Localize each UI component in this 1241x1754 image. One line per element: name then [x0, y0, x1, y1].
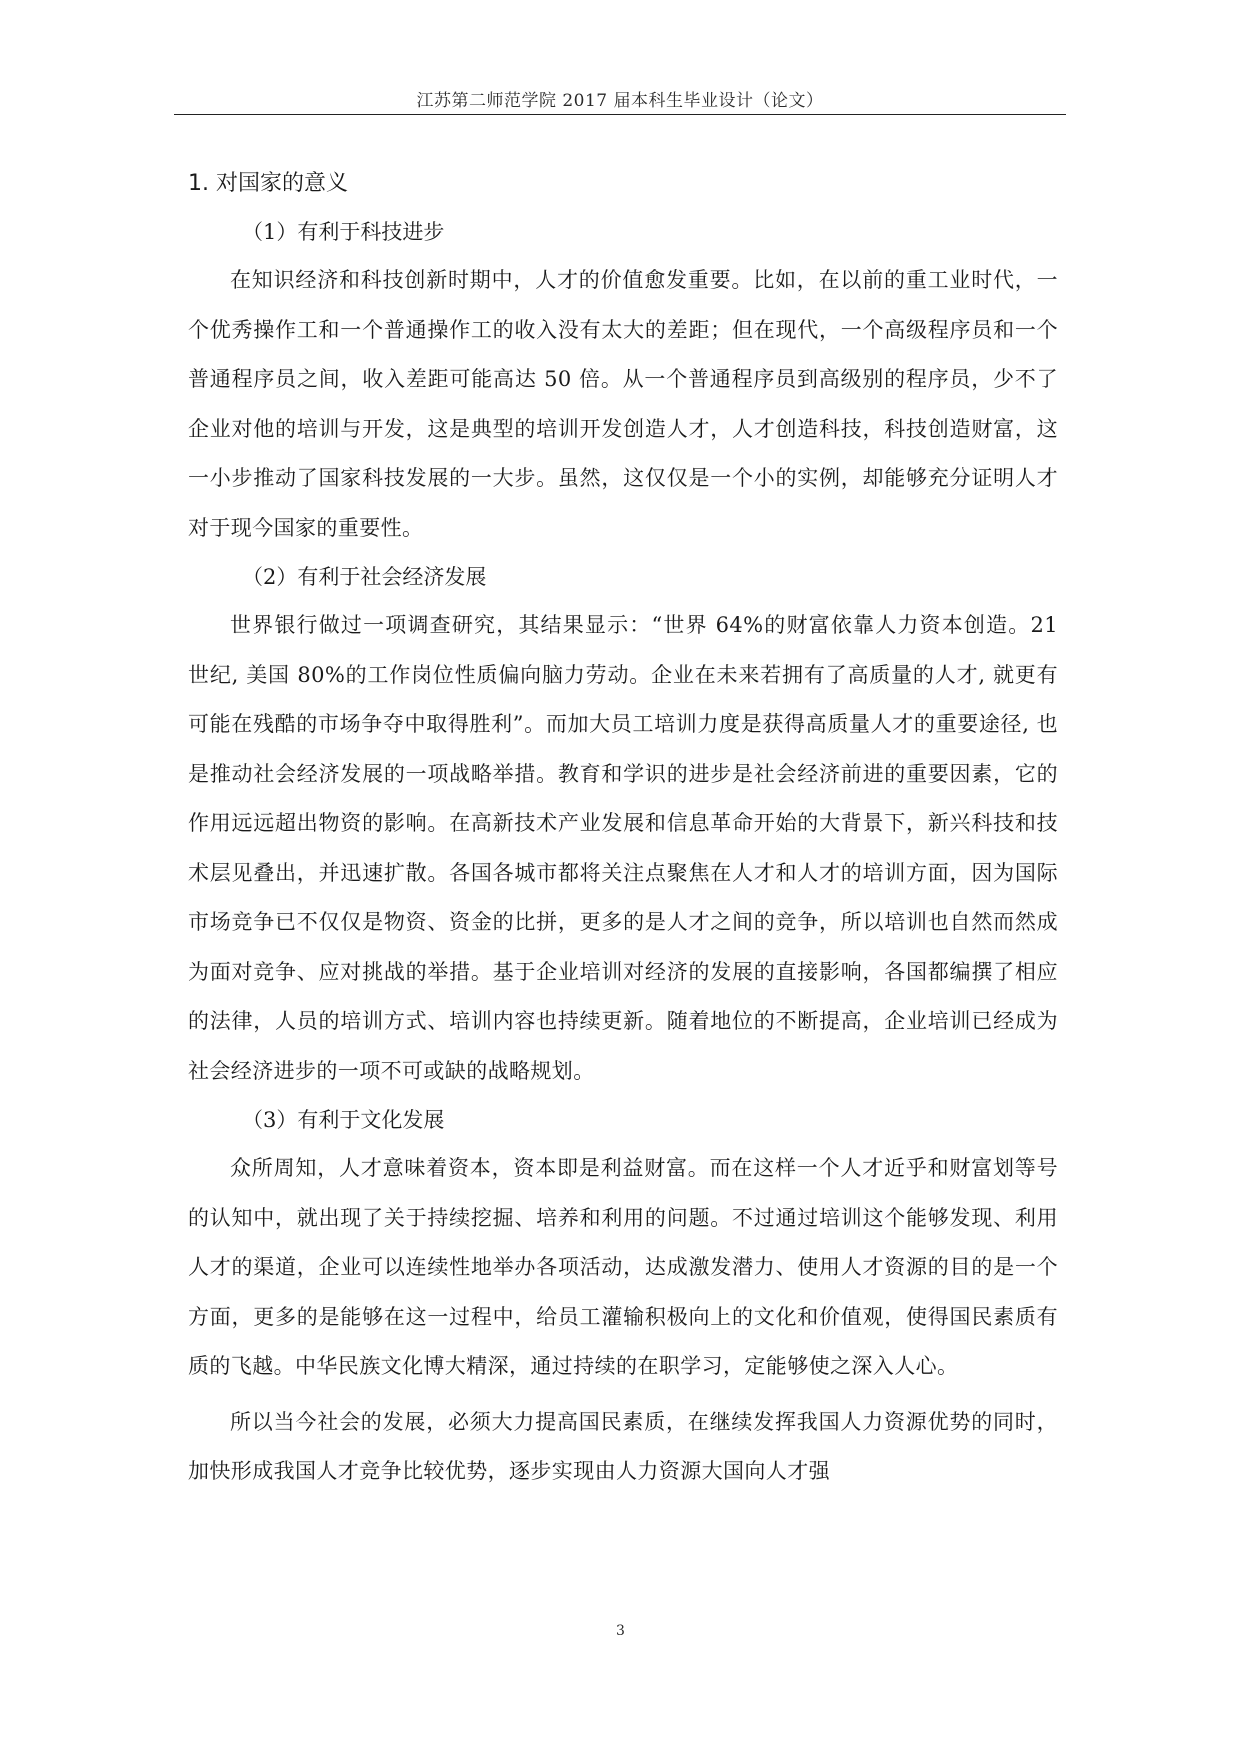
subsection-heading-2: （2）有利于社会经济发展	[242, 565, 487, 589]
page-number: 3	[616, 1623, 625, 1639]
section-heading: 1. 对国家的意义	[188, 171, 348, 196]
paragraph-closing: 所以当今社会的发展，必须大力提高国民素质，在继续发挥我国人力资源优势的同时，加快形成我国人才竞争比较优势，逐步实现由人力资源大国向人才强	[188, 1409, 1058, 1483]
header-divider	[174, 114, 1066, 115]
paragraph-cultural-development: 众所周知，人才意味着资本，资本即是利益财富。而在这样一个人才近乎和财富划等号的认知中，就出现了关于持续挖掘、培养和利用的问题。不过通过培训这个能够发现、利用人才的渠道，企业可以连续性地举办各项活动，达成激发潜力、使用人才资源的目的是一个方面，更多的是能够在这一过程中，给员工灌输积极向上的文化和价值观，使得国民素质有质的飞越。中华民族文化博大精深，通过持续的在职学习，定能够使之深入人心。	[188, 1156, 1058, 1378]
document-body	[188, 160, 1058, 1497]
page-header-title: 江苏第二师范学院 2017 届本科生毕业设计（论文）	[416, 91, 824, 111]
paragraph-tech-progress: 在知识经济和科技创新时期中，人才的价值愈发重要。比如，在以前的重工业时代，一个优秀操作工和一个普通操作工的收入没有太大的差距；但在现代，一个高级程序员和一个普通程序员之间，收入差距可能高达 50 倍。从一个普通程序员到高级别的程序员，少不了企业对他的培训与开发，这是典型的培训开发创造人才，人才创造科技，科技创造财富，这一小步推动了国家科技发展的一大步。虽然，这仅仅是一个小的实例，却能够充分证明人才对于现今国家的重要性。	[188, 268, 1058, 540]
subsection-heading-3: （3）有利于文化发展	[242, 1108, 445, 1132]
paragraph-economic-development: 世界银行做过一项调查研究，其结果显示：“世界 64%的财富依靠人力资本创造。21 世纪, 美国 80%的工作岗位性质偏向脑力劳动。企业在未来若拥有了高质量的人才, 就更有可能在残酷的市场争夺中取得胜利”。而加大员工培训力度是获得高质量人才的重要途径, 也是推动社会经济发展的一项战略举措。教育和学识的进步是社会经济前进的重要因素，它的作用远远超出物资的影响。在高新技术产业发展和信息革命开始的大背景下，新兴科技和技术层见叠出，并迅速扩散。各国各城市都将关注点聚焦在人才和人才的培训方面，因为国际市场竞争已不仅仅是物资、资金的比拼，更多的是人才之间的竞争，所以培训也自然而然成为面对竞争、应对挑战的举措。基于企业培训对经济的发展的直接影响，各国都编撰了相应的法律，人员的培训方式、培训内容也持续更新。随着地位的不断提高，企业培训已经成为社会经济进步的一项不可或缺的战略规划。	[188, 613, 1058, 1083]
subsection-heading-1: （1）有利于科技进步	[242, 220, 445, 244]
